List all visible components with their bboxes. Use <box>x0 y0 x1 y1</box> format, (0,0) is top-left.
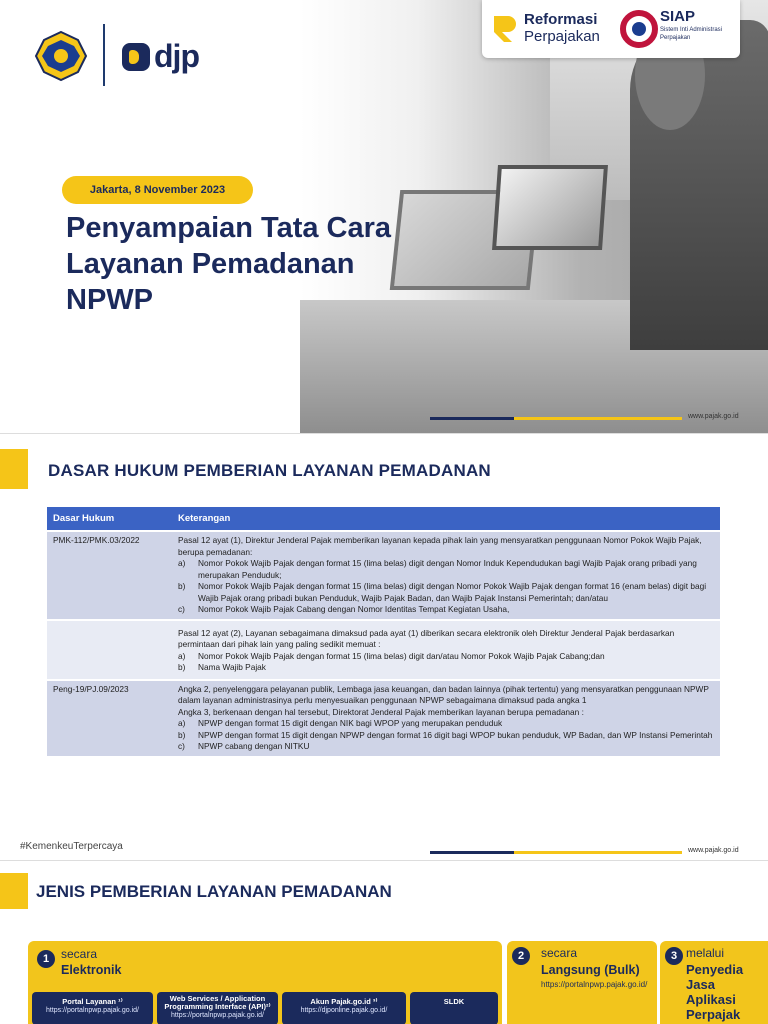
kemenkeu-logo-icon <box>34 30 88 82</box>
footer-bar-accent <box>514 851 682 854</box>
footer-bar-accent <box>514 417 682 420</box>
subcard-title: Portal Layanan ¹⁾ <box>62 997 123 1006</box>
basis-cell: Peng-19/PJ.09/2023 <box>47 681 172 756</box>
description-intro: Pasal 12 ayat (1), Direktur Jenderal Pajak memberikan layanan kepada pihak lain yang mensyaratkan penggunaan Nomor Pokok Wajib Pajak, berupa pemadanan: <box>178 535 702 557</box>
description-intro: Pasal 12 ayat (2), Layanan sebagaimana dimaksud pada ayat (1) diberikan secara elektronik oleh Direktur Jenderal Pajak berdasarkan permintaan dari pihak lain yang paling sedikit memuat : <box>178 627 675 649</box>
legal-basis-slide <box>0 433 768 860</box>
subcard-sldk[interactable] <box>410 992 498 1024</box>
presentation-title <box>66 210 426 318</box>
footer-url[interactable]: www.pajak.go.id <box>688 847 739 854</box>
djp-mark-icon <box>122 43 150 71</box>
siap-title: SIAP <box>660 8 696 25</box>
card-prefix: melalui <box>686 946 725 960</box>
column-header-description: Keterangan <box>172 507 720 530</box>
siap-logo-icon <box>620 10 658 48</box>
card-url[interactable]: https://portalnpwp.pajak.go.id/ <box>541 980 648 989</box>
hashtag: #KemenkeuTerpercaya <box>20 841 123 852</box>
list-item: c) NPWP cabang dengan NITKU <box>178 741 310 751</box>
card-heading: Langsung (Bulk) <box>541 963 640 977</box>
accent-tab <box>0 873 28 909</box>
subcard-akun-pajak[interactable] <box>282 992 406 1024</box>
accent-tab <box>0 449 28 489</box>
subcard-url[interactable]: https://portalnpwp.pajak.go.id/ <box>170 1012 264 1019</box>
table-row <box>47 621 720 679</box>
description-intro-2: Angka 3, berkenaan dengan hal tersebut, Direktorat Jenderal Pajak memberikan layanan berupa pemadanan : <box>178 706 584 717</box>
description-intro: Angka 2, penyelenggara pelayanan publik, Lembaga jasa keuangan, dan badan lainnya (pihak tertentu) yang mensyaratkan penggunaan NPWP dalam layanan administrasinya perlu menyesuaikan penggunaan NPWP sebagaimana dimaksud pada angka 1 <box>178 683 709 705</box>
card-number: 1 <box>37 950 55 968</box>
column-header-basis: Dasar Hukum <box>47 507 172 530</box>
subcard-api[interactable] <box>157 992 278 1024</box>
title-line-2: Layanan Pemadanan <box>66 248 355 280</box>
basis-cell <box>47 621 172 679</box>
subcard-title: Web Services / Application Programming Interface (API)²⁾ <box>164 994 271 1011</box>
description-cell <box>172 621 720 679</box>
subcard-url[interactable]: https://portalnpwp.pajak.go.id/ <box>45 1007 139 1014</box>
reformasi-line2: Perpajakan <box>524 28 600 45</box>
title-line-3: NPWP <box>66 284 153 316</box>
djp-logo-text: djp <box>154 38 199 74</box>
subcard-portal[interactable] <box>32 992 153 1024</box>
card-tax-app-provider <box>660 941 768 1024</box>
slide-title: DASAR HUKUM PEMBERIAN LAYANAN PEMADANAN <box>48 461 491 480</box>
table-row <box>47 681 720 756</box>
list-item: c) Nomor Pokok Wajib Pajak Cabang dengan Nomor Identitas Tempat Kegiatan Usaha, <box>178 604 510 614</box>
card-bulk <box>507 941 657 1024</box>
basis-cell: PMK-112/PMK.03/2022 <box>47 532 172 619</box>
card-prefix: secara <box>61 947 98 961</box>
card-heading: Penyedia Jasa Aplikasi Perpajak <box>686 962 744 1022</box>
date-badge: Jakarta, 8 November 2023 <box>62 176 253 204</box>
reformasi-logo-icon <box>492 14 518 44</box>
subcard-title: Akun Pajak.go.id ³⁾ <box>310 997 378 1006</box>
footer-url[interactable]: www.pajak.go.id <box>688 413 739 420</box>
reformasi-line1: Reformasi <box>524 11 598 28</box>
footer-bar <box>430 851 514 854</box>
list-item: a) Nomor Pokok Wajib Pajak dengan format 15 (lima belas) digit dan/atau Nomor Pokok Wajib Pajak Cabang;dan <box>178 650 605 661</box>
slide-title: JENIS PEMBERIAN LAYANAN PEMADANAN <box>36 882 392 901</box>
service-types-slide <box>0 860 768 1024</box>
partner-logos <box>482 0 740 58</box>
table-row <box>47 532 720 619</box>
title-slide <box>0 0 768 433</box>
subcard-url[interactable]: https://djponline.pajak.go.id/ <box>300 1007 388 1014</box>
footer-bar <box>430 417 514 420</box>
list-item: b) Nomor Pokok Wajib Pajak dengan format 15 (lima belas) digit dengan Nomor Pokok Wajib Pajak dengan format 16 (enam belas) digit bagi Wajib Pajak orang pribadi bukan Penduduk, Wajib Pajak Badan, dan Wajib Pajak Instansi Pemerintah; dan/atau <box>178 581 707 603</box>
subcard-title: SLDK <box>443 997 465 1006</box>
card-number: 2 <box>512 947 530 965</box>
table-header-row <box>47 507 720 530</box>
card-heading: Elektronik <box>61 963 122 977</box>
logo-divider <box>103 24 105 86</box>
djp-logo <box>122 38 199 75</box>
card-prefix: secara <box>541 946 578 960</box>
list-item: a) Nomor Pokok Wajib Pajak dengan format 15 (lima belas) digit dengan Nomor Induk Kependudukan bagi Wajib Pajak orang pribadi yang merupakan Penduduk; <box>178 558 697 580</box>
legal-basis-table <box>47 505 720 758</box>
title-line-1: Penyampaian Tata Cara <box>66 212 392 244</box>
description-cell <box>172 681 720 756</box>
list-item: a) NPWP dengan format 15 digit dengan NIK bagi WPOP yang merupakan penduduk <box>178 718 503 728</box>
siap-subtitle: Sistem Inti Administrasi Perpajakan <box>660 27 723 41</box>
description-cell <box>172 532 720 619</box>
list-item: b) Nama Wajib Pajak <box>178 662 266 672</box>
list-item: b) NPWP dengan format 15 digit dengan NPWP dengan format 16 digit bagi WPOP bukan penduduk, WP Badan, dan WP Instansi Pemerintah <box>178 729 713 740</box>
card-number: 3 <box>665 947 683 965</box>
